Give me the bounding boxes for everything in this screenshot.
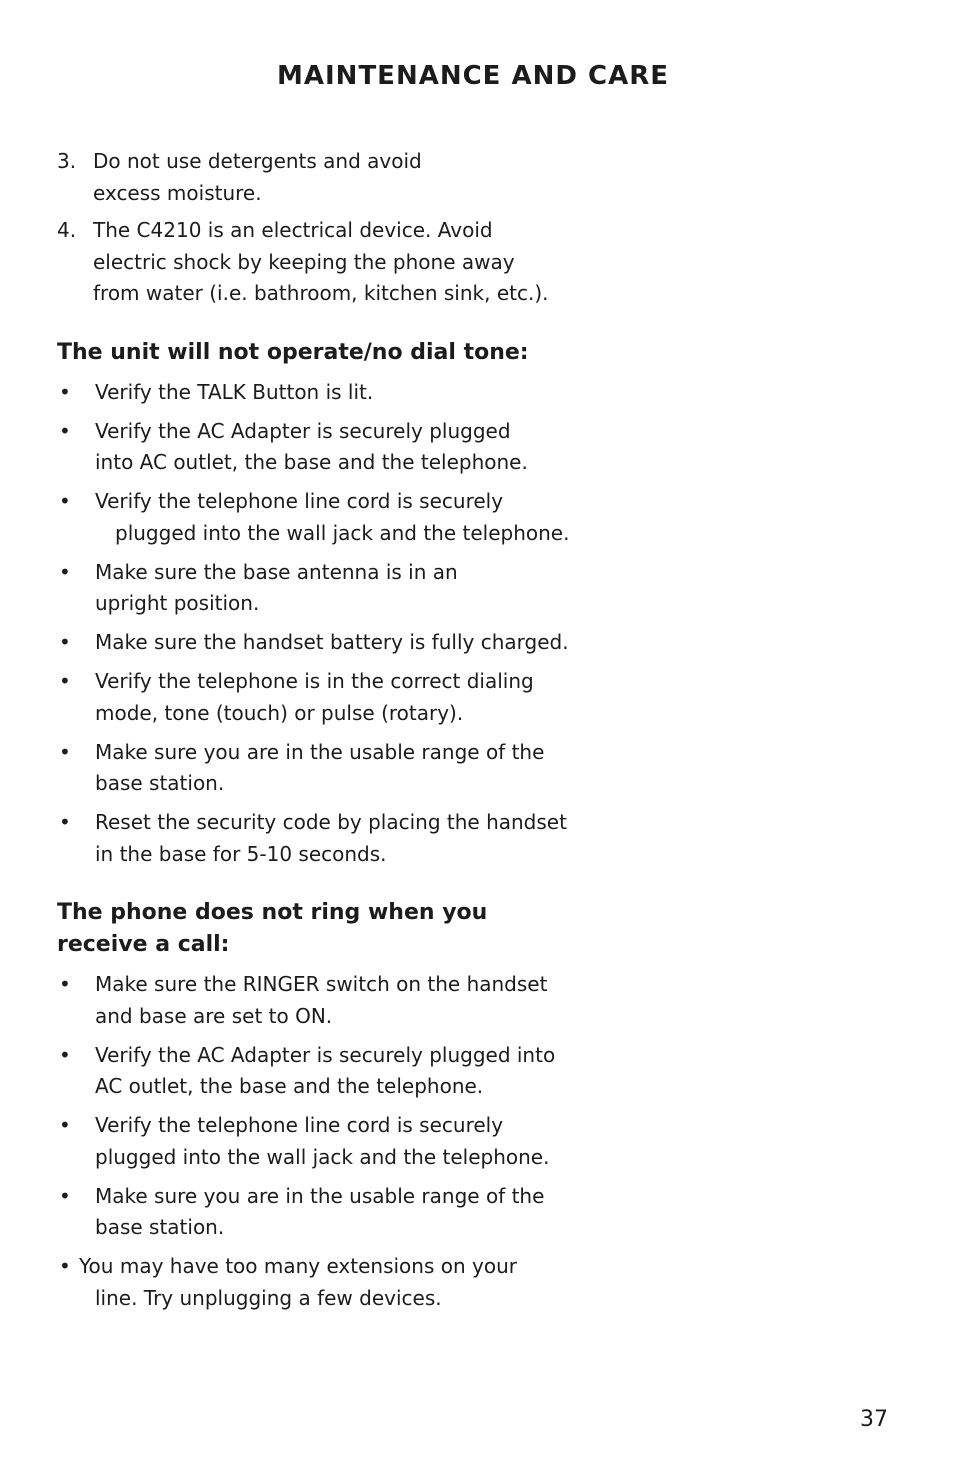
list-item-line: The C4210 is an electrical device. Avoid <box>93 218 493 242</box>
bullet-icon: • <box>59 559 71 584</box>
bullet-icon: • <box>59 972 71 996</box>
list-item-line: plugged into the wall jack and the telephone. <box>95 1144 550 1169</box>
section-heading <box>57 897 577 961</box>
list-item-line: Verify the AC Adapter is securely plugged into <box>95 1042 556 1067</box>
list-item-line: in the base for 5-10 seconds. <box>95 841 387 866</box>
list-item-line: Make sure you are in the usable range of the <box>95 1183 545 1208</box>
list-item <box>57 416 577 479</box>
list-item-line: electric shock by keeping the phone away <box>93 249 515 274</box>
bullet-icon: • <box>59 379 71 404</box>
section-heading-line: receive a call: <box>57 932 230 957</box>
list-item <box>57 666 577 729</box>
list-item-line: into AC outlet, the base and the telephone. <box>95 450 528 474</box>
list-item-line: Make sure you are in the usable range of the <box>95 739 545 764</box>
list-item <box>57 1251 577 1314</box>
bullet-list <box>57 969 577 1314</box>
section-heading: The unit will not operate/no dial tone: <box>57 339 529 365</box>
list-item-line: upright position. <box>95 591 260 615</box>
page-title: MAINTENANCE AND CARE <box>277 61 669 91</box>
list-item <box>57 1110 577 1173</box>
list-item-line: Make sure the RINGER switch on the handset <box>95 972 548 996</box>
list-item <box>57 146 577 209</box>
bullet-icon: • <box>59 418 71 443</box>
list-item-line: Verify the AC Adapter is securely plugged <box>95 418 511 443</box>
list-item <box>57 377 577 409</box>
list-item-line: AC outlet, the base and the telephone. <box>95 1074 484 1098</box>
list-item-line: from water (i.e. bathroom, kitchen sink, etc.). <box>93 281 549 305</box>
list-number: 4. <box>57 218 77 242</box>
list-item-line: Verify the telephone line cord is securely <box>95 1113 504 1137</box>
bullet-icon: • <box>59 1042 71 1067</box>
list-item <box>57 215 577 310</box>
list-item <box>57 486 577 549</box>
numbered-list <box>57 146 577 310</box>
bullet-icon: • <box>59 739 71 764</box>
list-item-line: Verify the TALK Button is lit. <box>95 379 374 404</box>
list-item-line: Make sure the base antenna is in an <box>95 559 458 584</box>
bullet-icon: • <box>59 489 71 513</box>
list-item <box>57 1181 577 1244</box>
list-item <box>57 969 577 1032</box>
page-number: 37 <box>860 1407 888 1432</box>
list-item-line: You may have too many extensions on your <box>79 1254 517 1278</box>
list-item-line: base station. <box>95 1215 225 1239</box>
list-item <box>57 557 577 620</box>
list-item-line: Verify the telephone is in the correct dialing <box>95 669 534 693</box>
bullet-icon: • <box>59 1254 71 1278</box>
bullet-icon: • <box>59 1183 71 1208</box>
list-item-line: line. Try unplugging a few devices. <box>95 1285 442 1310</box>
bullet-list <box>57 377 577 871</box>
list-item-line: plugged into the wall jack and the telephone. <box>115 520 570 545</box>
list-item-line: Reset the security code by placing the handset <box>95 810 567 834</box>
bullet-icon: • <box>59 669 71 693</box>
list-item-line: Verify the telephone line cord is securely <box>95 489 504 513</box>
list-item-line: Make sure the handset battery is fully charged. <box>95 630 569 654</box>
bullet-icon: • <box>59 1113 71 1137</box>
list-item <box>57 737 577 800</box>
list-number: 3. <box>57 149 77 173</box>
bullet-icon: • <box>59 810 71 834</box>
list-item-line: Do not use detergents and avoid <box>93 149 422 173</box>
list-item <box>57 1040 577 1103</box>
list-item <box>57 807 577 870</box>
section-heading-line: The phone does not ring when you <box>57 900 488 925</box>
list-item-line: excess moisture. <box>93 180 262 205</box>
list-item <box>57 627 577 659</box>
bullet-icon: • <box>59 630 71 654</box>
list-item-line: mode, tone (touch) or pulse (rotary). <box>95 700 464 725</box>
page-content <box>57 146 577 1322</box>
list-item-line: base station. <box>95 771 225 795</box>
list-item-line: and base are set to ON. <box>95 1003 333 1028</box>
